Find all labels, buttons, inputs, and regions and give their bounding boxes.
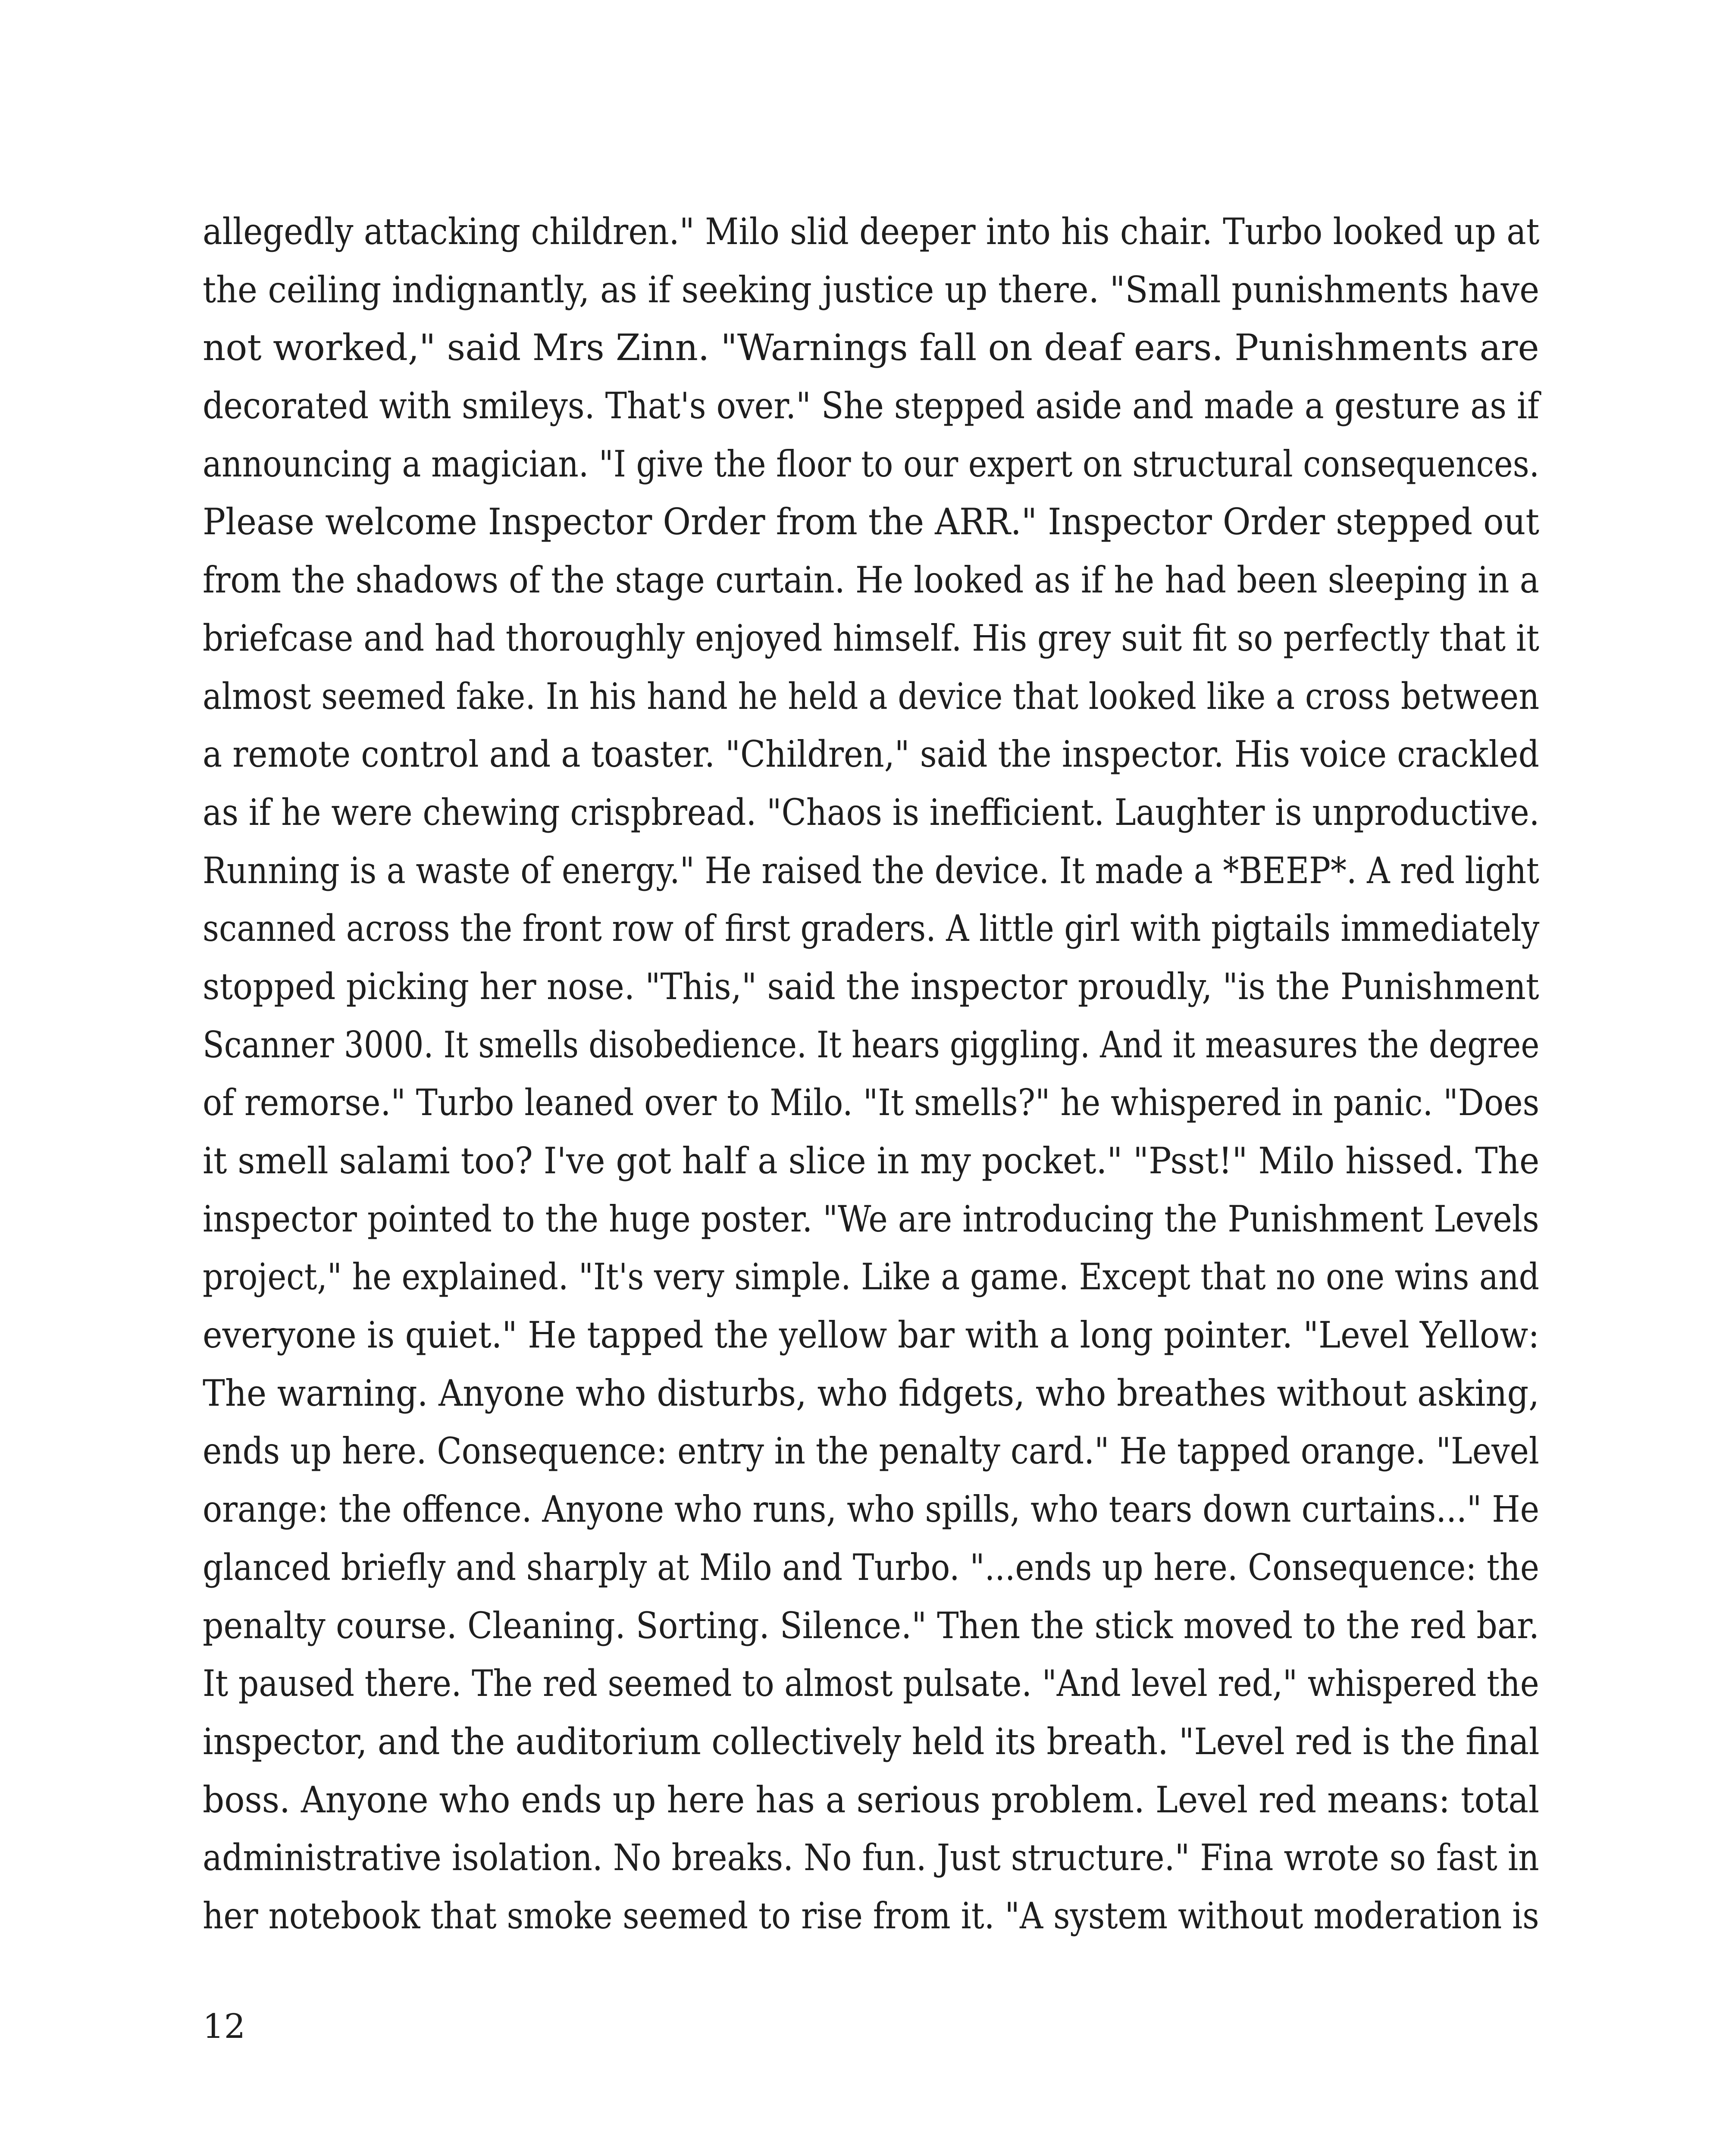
- text-line: boss. Anyone who ends up here has a serious problem. Level red means: total: [203, 1778, 1540, 1821]
- text-line: her notebook that smoke seemed to rise from it. "A system without moderation is: [203, 1894, 1539, 1937]
- text-line: everyone is quiet." He tapped the yellow bar with a long pointer. "Level Yellow:: [203, 1314, 1540, 1357]
- text-line: announcing a magician. "I give the floor to our expert on structural consequences.: [203, 442, 1540, 485]
- text-line: as if he were chewing crispbread. "Chaos is inefficient. Laughter is unproductive.: [203, 791, 1540, 834]
- text-line: Running is a waste of energy." He raised the device. It made a *BEEP*. A red light: [203, 849, 1539, 892]
- text-line: a remote control and a toaster. "Children," said the inspector. His voice crackled: [203, 733, 1539, 776]
- text-line: administrative isolation. No breaks. No fun. Just structure." Fina wrote so fast in: [203, 1836, 1539, 1879]
- text-line: stopped picking her nose. "This," said the inspector proudly, "is the Punishment: [203, 965, 1539, 1008]
- text-line: ends up here. Consequence: entry in the penalty card." He tapped orange. "Level: [203, 1430, 1539, 1473]
- text-line: allegedly attacking children." Milo slid deeper into his chair. Turbo looked up at: [203, 210, 1540, 253]
- text-line: The warning. Anyone who disturbs, who fidgets, who breathes without asking,: [203, 1372, 1539, 1414]
- page-number: 12: [203, 2007, 246, 2046]
- text-line: project," he explained. "It's very simple. Like a game. Except that no one wins and: [203, 1256, 1540, 1298]
- body-text: [203, 203, 1539, 1945]
- text-line: inspector pointed to the huge poster. "We are introducing the Punishment Levels: [203, 1197, 1539, 1240]
- text-line: briefcase and had thoroughly enjoyed himself. His grey suit fit so perfectly that it: [203, 617, 1539, 659]
- text-line: glanced briefly and sharply at Milo and Turbo. "...ends up here. Consequence: the: [203, 1546, 1539, 1589]
- text-line: of remorse." Turbo leaned over to Milo. "It smells?" he whispered in panic. "Does: [203, 1081, 1540, 1124]
- text-line: It paused there. The red seemed to almost pulsate. "And level red," whispered the: [203, 1662, 1539, 1705]
- text-line: scanned across the front row of first graders. A little girl with pigtails immediately: [203, 907, 1540, 950]
- text-line: decorated with smileys. That's over." She stepped aside and made a gesture as if: [203, 385, 1540, 427]
- text-line: orange: the offence. Anyone who runs, who spills, who tears down curtains..." He: [203, 1488, 1540, 1531]
- text-line: Please welcome Inspector Order from the ARR." Inspector Order stepped out: [203, 501, 1540, 543]
- text-line: Scanner 3000. It smells disobedience. It hears giggling. And it measures the degree: [203, 1023, 1540, 1066]
- text-line: almost seemed fake. In his hand he held a device that looked like a cross between: [203, 675, 1540, 718]
- text-line: from the shadows of the stage curtain. He looked as if he had been sleeping in a: [203, 559, 1539, 602]
- text-line: the ceiling indignantly, as if seeking justice up there. "Small punishments have: [203, 268, 1540, 311]
- text-line: it smell salami too? I've got half a slice in my pocket." "Psst!" Milo hissed. The: [203, 1140, 1540, 1182]
- text-line: penalty course. Cleaning. Sorting. Silence." Then the stick moved to the red bar.: [203, 1604, 1540, 1647]
- text-line: inspector, and the auditorium collectively held its breath. "Level red is the final: [203, 1720, 1540, 1763]
- text-line: not worked," said Mrs Zinn. "Warnings fall on deaf ears. Punishments are: [203, 326, 1539, 369]
